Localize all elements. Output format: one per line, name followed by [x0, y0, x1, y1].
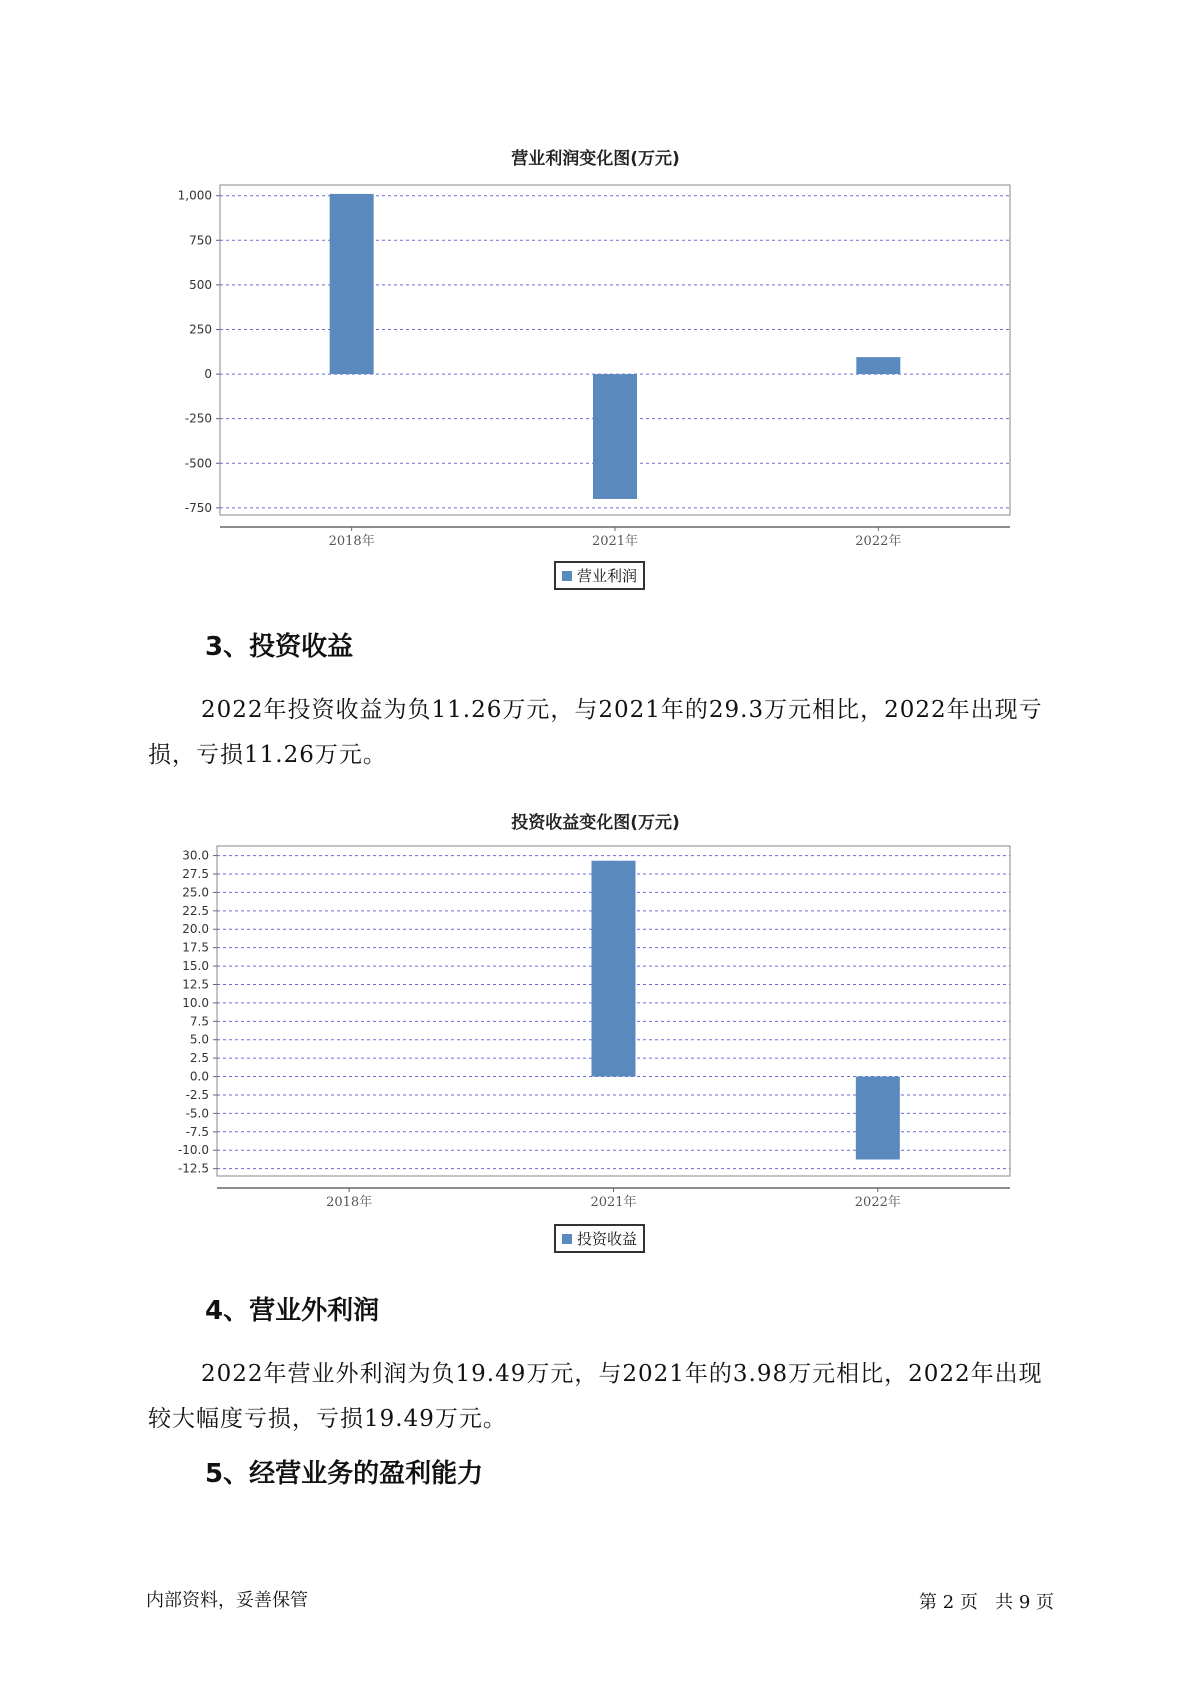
x-tick-label: 2021年	[591, 534, 639, 549]
y-tick-label: 30.0	[182, 848, 209, 863]
section-heading-operating-profitability: 5、经营业务的盈利能力	[205, 1459, 484, 1489]
y-tick-label: -5.0	[185, 1106, 209, 1121]
bar	[856, 357, 900, 374]
y-tick-label: -10.0	[177, 1143, 209, 1158]
y-tick-label: 20.0	[182, 922, 209, 937]
chart-title-operating-profit: 营业利润变化图(万元)	[511, 149, 680, 169]
bar	[593, 374, 637, 499]
paragraph-investment-income: 2022年投资收益为负11.26万元，与2021年的29.3万元相比，2022年出现亏损，亏损11.26万元。	[148, 697, 1043, 768]
section-heading-investment-income: 3、投资收益	[205, 632, 354, 662]
paragraph-non-operating-profit: 2022年营业外利润为负19.49万元，与2021年的3.98万元相比，2022年出现较大幅度亏损，亏损19.49万元。	[148, 1361, 1043, 1432]
bar	[592, 861, 636, 1077]
footer-page-number: 第 2 页 共 9 页	[919, 1592, 1054, 1613]
y-tick-label: 7.5	[189, 1014, 209, 1029]
y-tick-label: 0	[204, 367, 212, 382]
y-tick-label: 12.5	[182, 977, 209, 992]
y-tick-label: -12.5	[177, 1161, 209, 1176]
y-tick-label: 22.5	[182, 903, 209, 918]
x-tick-label: 2018年	[328, 534, 375, 549]
legend-swatch-icon	[562, 1234, 572, 1244]
legend-label: 投资收益	[577, 1230, 638, 1248]
bar	[856, 1077, 900, 1160]
bar	[330, 194, 374, 374]
y-tick-label: 0.0	[189, 1069, 209, 1084]
y-tick-label: 500	[189, 277, 212, 292]
y-tick-label: 15.0	[182, 959, 209, 974]
legend-operating-profit	[554, 561, 645, 590]
x-tick-label: 2018年	[326, 1195, 373, 1210]
operating-profit-chart	[0, 170, 1191, 549]
x-tick-label: 2022年	[855, 534, 902, 549]
legend-investment-income	[554, 1224, 645, 1253]
y-tick-label: 1,000	[177, 188, 212, 203]
chart-title-investment-income: 投资收益变化图(万元)	[511, 813, 680, 833]
y-tick-label: -750	[184, 500, 212, 515]
y-tick-label: 27.5	[182, 866, 209, 881]
y-tick-label: 2.5	[189, 1051, 209, 1066]
y-tick-label: 5.0	[189, 1032, 209, 1047]
y-tick-label: -500	[184, 456, 212, 471]
y-tick-label: -250	[184, 411, 212, 426]
y-tick-label: 250	[189, 322, 212, 337]
y-tick-label: 750	[189, 233, 212, 248]
y-tick-label: 25.0	[182, 885, 209, 900]
legend-swatch-icon	[562, 571, 572, 581]
x-tick-label: 2022年	[854, 1195, 901, 1210]
investment-income-chart	[0, 838, 1191, 1208]
y-tick-label: -7.5	[185, 1124, 209, 1139]
y-tick-label: 10.0	[182, 995, 209, 1010]
y-tick-label: -2.5	[185, 1087, 209, 1102]
legend-label: 营业利润	[577, 567, 638, 585]
x-tick-label: 2021年	[590, 1195, 637, 1210]
footer-confidential-note: 内部资料，妥善保管	[146, 1590, 308, 1611]
section-heading-non-operating-profit: 4、营业外利润	[205, 1296, 380, 1326]
y-tick-label: 17.5	[182, 940, 209, 955]
